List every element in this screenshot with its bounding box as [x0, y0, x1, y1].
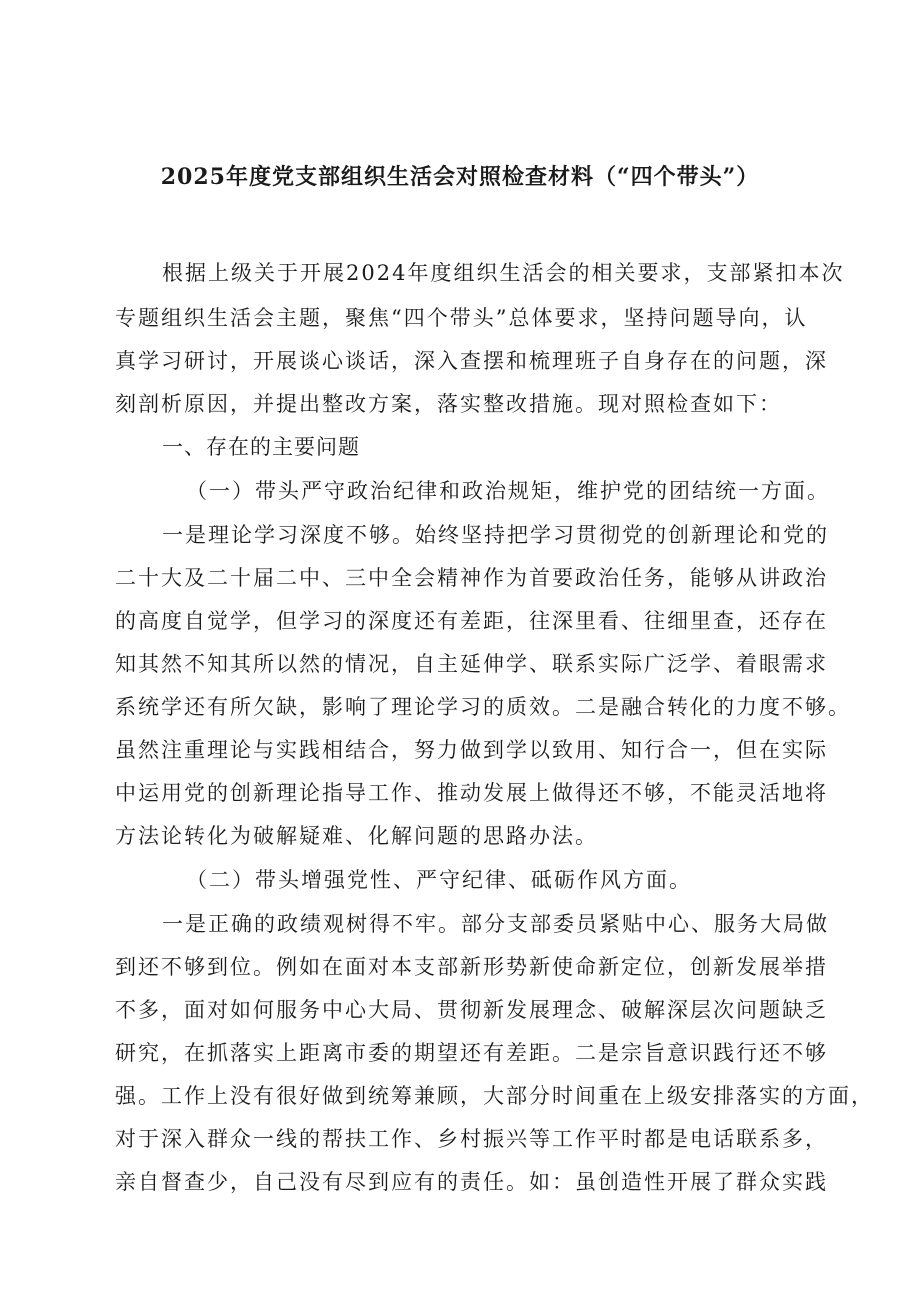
- body-line: 虽然注重理论与实践相结合，努力做到学以致用、知行合一，但在实际: [115, 738, 828, 762]
- body-line: 强。工作上没有很好做到统筹兼顾，大部分时间重在上级安排落实的方面，: [115, 1084, 874, 1108]
- intro-line: 根据上级关于开展2024年度组织生活会的相关要求，支部紧扣本次: [162, 261, 845, 285]
- subsection-heading: （二）带头增强党性、严守纪律、砥砺作风方面。: [186, 868, 692, 892]
- body-line: 的高度自觉学，但学习的深度还有差距，往深里看、往细里查，还存在: [115, 609, 828, 633]
- body-line: 中运用党的创新理论指导工作、推动发展上做得还不够，不能灵活地将: [115, 781, 828, 805]
- section-heading: 一、存在的主要问题: [162, 435, 360, 459]
- body-line: 系统学还有所欠缺，影响了理论学习的质效。二是融合转化的力度不够。: [115, 695, 851, 719]
- body-line: 亲自督查少，自己没有尽到应有的责任。如：虽创造性开展了群众实践: [115, 1170, 828, 1194]
- intro-line: 真学习研讨，开展谈心谈话，深入查摆和梳理班子自身存在的问题，深: [115, 349, 828, 373]
- body-line: 一是理论学习深度不够。始终坚持把学习贯彻党的创新理论和党的: [162, 523, 829, 547]
- body-line: 对于深入群众一线的帮扶工作、乡村振兴等工作平时都是电话联系多，: [115, 1127, 828, 1151]
- body-line: 二十大及二十届二中、三中全会精神作为首要政治任务，能够从讲政治: [115, 566, 828, 590]
- subsection-heading: （一）带头严守政治纪律和政治规矩，维护党的团结统一方面。: [186, 479, 830, 503]
- intro-line: 专题组织生活会主题，聚焦“四个带头”总体要求，坚持问题导向，认: [115, 306, 808, 330]
- intro-line: 刻剖析原因，并提出整改方案，落实整改措施。现对照检查如下：: [115, 392, 782, 416]
- body-line: 研究，在抓落实上距离市委的期望还有差距。二是宗旨意识践行还不够: [115, 1041, 828, 1065]
- body-line: 知其然不知其所以然的情况，自主延伸学、联系实际广泛学、着眼需求: [115, 652, 828, 676]
- body-line: 不多，面对如何服务中心大局、贯彻新发展理念、破解深层次问题缺乏: [115, 998, 828, 1022]
- body-line: 方法论转化为破解疑难、化解问题的思路办法。: [115, 824, 598, 848]
- document-title: 2025年度党支部组织生活会对照检查材料（“四个带头”）: [160, 164, 760, 190]
- body-line: 一是正确的政绩观树得不牢。部分支部委员紧贴中心、服务大局做: [162, 912, 829, 936]
- body-line: 到还不够到位。例如在面对本支部新形势新使命新定位，创新发展举措: [115, 955, 828, 979]
